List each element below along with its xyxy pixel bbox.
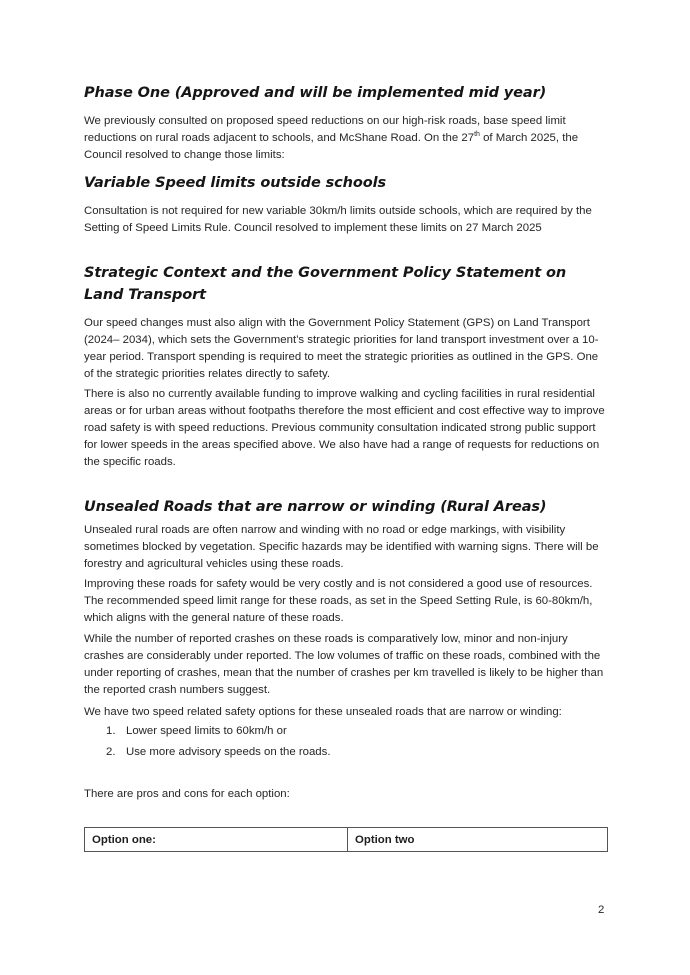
- list-item-text: Lower speed limits to 60km/h or: [126, 725, 287, 737]
- list-item-number: 2.: [106, 746, 116, 758]
- strategic-context-heading: Strategic Context and the Government Policy Statement on Land Transport: [84, 265, 567, 303]
- list-item-number: 1.: [106, 725, 116, 737]
- unsealed-roads-heading: Unsealed Roads that are narrow or winding (Rural Areas): [84, 499, 547, 515]
- table-header-option-two: Option two: [348, 828, 608, 852]
- unsealed-paragraph-2: Improving these roads for safety would be very costly and is not considered a good use of resources. The recommended speed limit range for these roads, as set in the Speed Setting Rule, is 60-80km/h, which aligns with the general nature of these roads.: [84, 578, 593, 624]
- options-table: [84, 827, 608, 852]
- list-item: [84, 744, 608, 761]
- phase-one-text-start: We previously consulted on proposed speed reductions on our high-risk roads, base speed limit reductions on rural roads adjacent to schools, and McShane Road. On the 27: [84, 115, 566, 144]
- list-item: [84, 723, 608, 740]
- unsealed-paragraph-4: We have two speed related safety options for these unsealed roads that are narrow or winding:: [84, 706, 562, 718]
- unsealed-paragraph-1: Unsealed rural roads are often narrow and winding with no road or edge markings, with visibility sometimes blocked by vegetation. Specific hazards may be identified with warning signs. There will be forestry and agricultural vehicles using these roads.: [84, 524, 599, 570]
- phase-one-heading: Phase One (Approved and will be implemented mid year): [84, 85, 547, 101]
- phase-one-paragraph: [84, 113, 608, 164]
- ordinal-suffix: th: [474, 131, 480, 139]
- options-list: [84, 723, 608, 761]
- page-number: 2: [598, 904, 605, 916]
- table-row: [85, 828, 608, 852]
- variable-speed-paragraph: Consultation is not required for new variable 30km/h limits outside schools, which are required by the Setting of Speed Limits Rule. Council resolved to implement these limits on 27 March 2025: [84, 205, 592, 234]
- unsealed-paragraph-3: While the number of reported crashes on these roads is comparatively low, minor and non-injury crashes are considerably under reported. The low volumes of traffic on these roads, combined with the under reporting of crashes, mean that the number of crashes per km travelled is likely to be higher than the reported crash numbers suggest.: [84, 633, 604, 696]
- table-header-option-one: Option one:: [85, 828, 348, 852]
- phase-one-text-end: of March 2025, the Council resolved to change those limits:: [84, 132, 579, 161]
- variable-speed-heading: Variable Speed limits outside schools: [84, 175, 387, 191]
- strategic-paragraph-2: There is also no currently available funding to improve walking and cycling facilities in rural residential areas or for urban areas without footpaths therefore the most efficient and cost effective way to improve road safety is with speed reductions. Previous community consultation indicated strong public support for lower speeds in the areas specified above. We also have had a range of requests for reductions on the specific roads.: [84, 388, 605, 468]
- strategic-paragraph-1: Our speed changes must also align with the Government Policy Statement (GPS) on Land Transport (2024– 2034), which sets the Government’s strategic priorities for land transport investment over a 10-year period. Transport spending is required to meet the strategic priorities as outlined in the GPS. One of the strategic priorities relates directly to safety.: [84, 317, 599, 380]
- list-item-text: Use more advisory speeds on the roads.: [126, 746, 331, 758]
- pros-cons-paragraph: There are pros and cons for each option:: [84, 788, 290, 800]
